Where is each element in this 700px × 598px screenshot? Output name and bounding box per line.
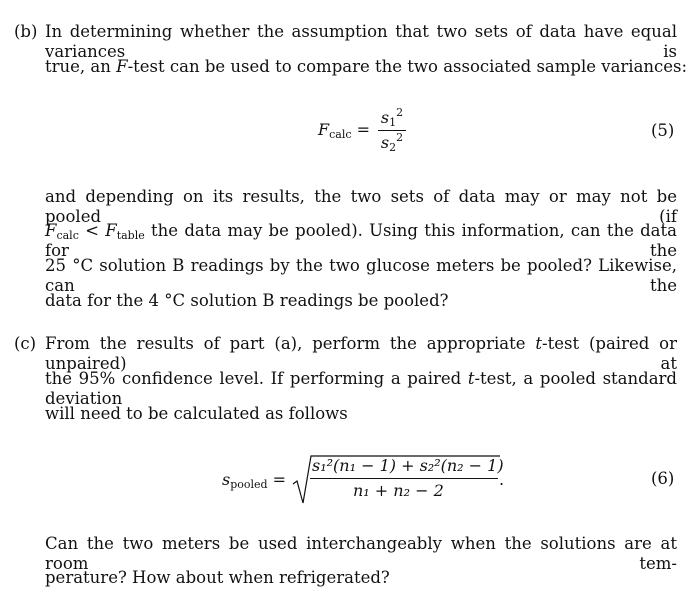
part-c-line-2-a: the 95% confidence level. If performing a paired	[45, 369, 468, 388]
less-than: <	[78, 221, 106, 240]
part-c-line-3: will need to be calculated as follows	[45, 404, 348, 423]
eq5-lhs	[318, 120, 370, 139]
part-c-line-1	[45, 334, 677, 374]
part-c-line-2-b: -test, a pooled standard deviation	[45, 369, 677, 408]
eq5-den-sub: 2	[389, 141, 397, 154]
eq5-lhs-sub: calc	[329, 128, 352, 141]
f-variable: F	[116, 57, 128, 76]
part-c-line-5: perature? How about when refrigerated?	[45, 568, 390, 587]
part-b-line-4	[45, 221, 677, 261]
eq6-period: .	[499, 470, 505, 489]
part-c-label: (c)	[14, 334, 37, 353]
part-b-line-2-a: true, an	[45, 57, 117, 76]
part-b-line-1: In determining whether the assumption that two sets of data have equal variances is	[45, 22, 677, 61]
part-c-line-4: Can the two meters be used interchangeably when the solutions are at room tem-	[45, 534, 677, 573]
eq5-equals: =	[356, 120, 371, 139]
part-b-line-2-b: -test can be used to compare the two associated sample variances:	[127, 57, 688, 76]
eq6-numerator: s₁²(n₁ − 1) + s₂²(n₂ − 1)	[312, 456, 504, 475]
part-c-line-1-b: -test (paired or unpaired) at	[45, 334, 677, 373]
eq5-num-sub: 1	[389, 116, 397, 129]
t-variable-2: t	[467, 369, 475, 388]
f-calc-sub: calc	[56, 229, 79, 242]
eq5-numerator	[376, 108, 408, 127]
eq6-lhs-var: s	[222, 470, 231, 489]
eq5-denominator	[376, 133, 408, 152]
eq6-denominator: n₁ + n₂ − 2	[353, 481, 444, 500]
part-b-line-5: 25 °C solution B readings by the two glucose meters be pooled? Likewise, can the	[45, 256, 677, 295]
part-b-line-2	[45, 57, 687, 77]
part-c-line-2	[45, 369, 677, 409]
f-table-sub: table	[116, 229, 145, 242]
t-variable-1: t	[535, 334, 543, 353]
eq5-num-sup: 2	[396, 106, 404, 119]
eq6-lhs-sub: pooled	[230, 478, 268, 491]
f-table-var: F	[105, 221, 117, 240]
part-b-line-6: data for the 4 °C solution B readings be pooled?	[45, 291, 449, 310]
eq5-den-var: s	[380, 133, 390, 152]
eq6-lhs	[222, 470, 286, 489]
part-b-line-4-rest: the data may be pooled). Using this information, can the data for the	[45, 221, 677, 260]
eq6-fraction-bar	[310, 478, 498, 479]
equation-5	[318, 105, 428, 155]
f-calc-var: F	[45, 221, 57, 240]
eq5-den-sup: 2	[396, 131, 404, 144]
eq6-equals: =	[272, 470, 287, 489]
equation-6-number: (6)	[651, 469, 675, 488]
part-b-line-3: and depending on its results, the two sets of data may or may not be pooled (if	[45, 187, 677, 226]
part-b-label: (b)	[14, 22, 38, 41]
eq5-lhs-var: F	[318, 120, 330, 139]
eq5-num-var: s	[380, 108, 390, 127]
equation-5-number: (5)	[651, 121, 675, 140]
equation-6	[222, 450, 512, 510]
part-c-line-1-a: From the results of part (a), perform the appropriate	[45, 334, 536, 353]
